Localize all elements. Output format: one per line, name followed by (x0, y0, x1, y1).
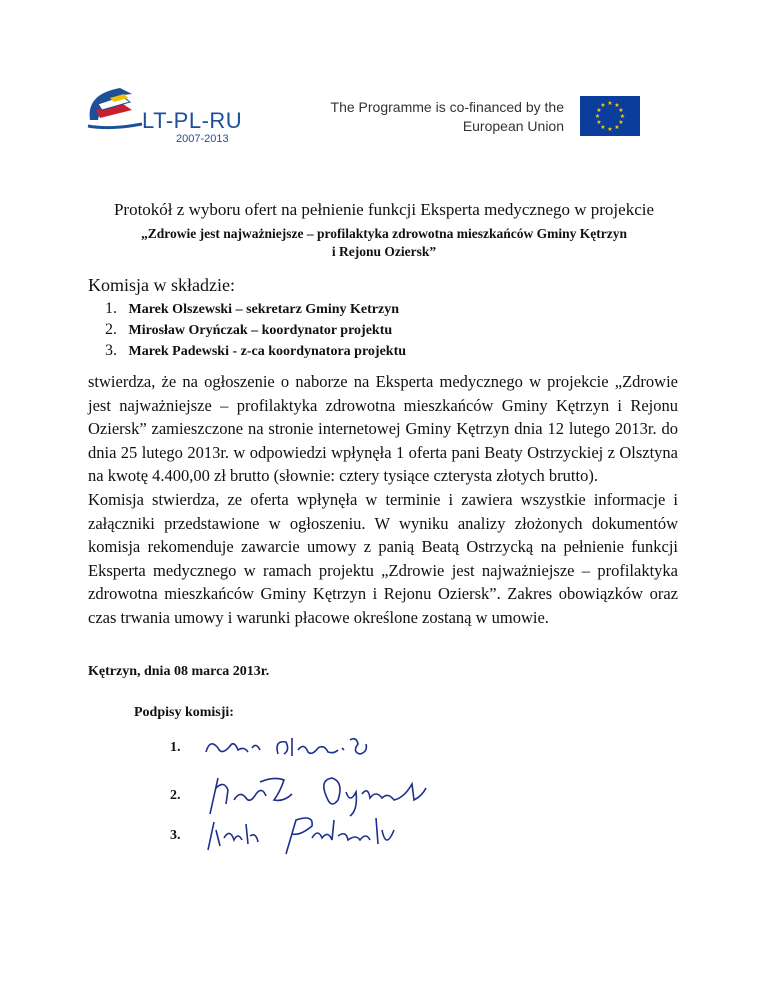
committee-member (105, 319, 406, 340)
member-text: Marek Olszewski – sekretarz Gminy Ketrzyn (128, 302, 399, 317)
committee-member (105, 340, 406, 361)
handwritten-signature-1 (200, 728, 400, 768)
svg-text:★: ★ (614, 102, 620, 109)
cofinanced-statement (330, 98, 564, 136)
svg-text:★: ★ (596, 107, 602, 114)
member-number: 1. (105, 300, 117, 317)
svg-text:★: ★ (600, 102, 606, 109)
committee-heading: Komisja w składzie: (88, 275, 235, 295)
svg-text:★: ★ (614, 124, 620, 131)
project-name-line-2: i Rejonu Oziersk” (331, 244, 437, 259)
member-number: 2. (105, 321, 117, 338)
svg-text:★: ★ (619, 113, 626, 120)
body-paragraph-1: stwierdza, że na ogłoszenie o naborze na Eksperta medycznego w projekcie „Zdrowie jest najważniejsze – profilaktyka zdrowotna mieszkańców Gminy Kętrzyn i Rejonu Oziersk” zamieszczone na stronie internetowej Gminy Kętrzyn dnia 12 lutego 2013r. do dnia 25 lutego 2013r. w odpowiedzi wpłynęła 1 oferta pani Beaty Ostrzyckiej z Olsztyna na kwotę 4.400,00 zł brutto (słownie: cztery tysiące czterysta złotych brutto). (88, 372, 678, 486)
programme-logo-icon (80, 80, 150, 136)
member-number: 3. (105, 342, 117, 359)
svg-text:★: ★ (594, 113, 601, 120)
svg-text:★: ★ (607, 100, 613, 107)
svg-text:★: ★ (596, 119, 602, 126)
svg-text:★: ★ (600, 124, 606, 131)
signature-number: 2. (170, 788, 181, 803)
cofinanced-line-1: The Programme is co-financed by the (330, 99, 564, 115)
cofinanced-line-2: European Union (462, 118, 564, 134)
member-text: Mirosław Oryńczak – koordynator projektu (128, 323, 393, 338)
committee-members-list (105, 298, 406, 361)
logo-years: 2007-2013 (176, 133, 229, 145)
signature-number: 3. (170, 828, 181, 843)
logo-name: LT-PL-RU (142, 108, 243, 133)
svg-text:★: ★ (618, 119, 624, 126)
project-name-line-1: „Zdrowie jest najważniejsze – profilaktyka zdrowotna mieszkańców Gminy Kętrzyn (141, 226, 627, 241)
signature-number: 1. (170, 740, 181, 755)
programme-logo (80, 80, 270, 145)
body-paragraph-2: Komisja stwierdza, ze oferta wpłynęła w terminie i zawiera wszystkie informacje i załączniki przedstawione w ogłoszeniu. W wyniku analizy złożonych dokumentów komisja rekomenduje zawarcie umowy z panią Beatą Ostrzycką na pełnienie funkcji Eksperta medycznego w ramach projektu „Zdrowie jest najważniejsze – profilaktyka zdrowotna mieszkańców Gminy Kętrzyn i Rejonu Oziersk”. Zakres obowiązków oraz czas trwania umowy i warunki płacowe określone zostaną w umowie. (88, 489, 678, 627)
member-text: Marek Padewski - z-ca koordynatora projektu (128, 344, 407, 359)
document-title: Protokół z wyboru ofert na pełnienie funkcji Eksperta medycznego w projekcie (113, 200, 655, 219)
committee-member (105, 298, 406, 319)
protocol-body (88, 370, 678, 630)
svg-text:★: ★ (607, 126, 613, 133)
signatures-heading: Podpisy komisji: (134, 705, 234, 720)
eu-flag-icon (580, 96, 640, 136)
place-and-date: Kętrzyn, dnia 08 marca 2013r. (88, 664, 270, 679)
svg-text:★: ★ (618, 107, 624, 114)
signature-row (170, 810, 490, 860)
handwritten-signature-3 (200, 810, 440, 858)
